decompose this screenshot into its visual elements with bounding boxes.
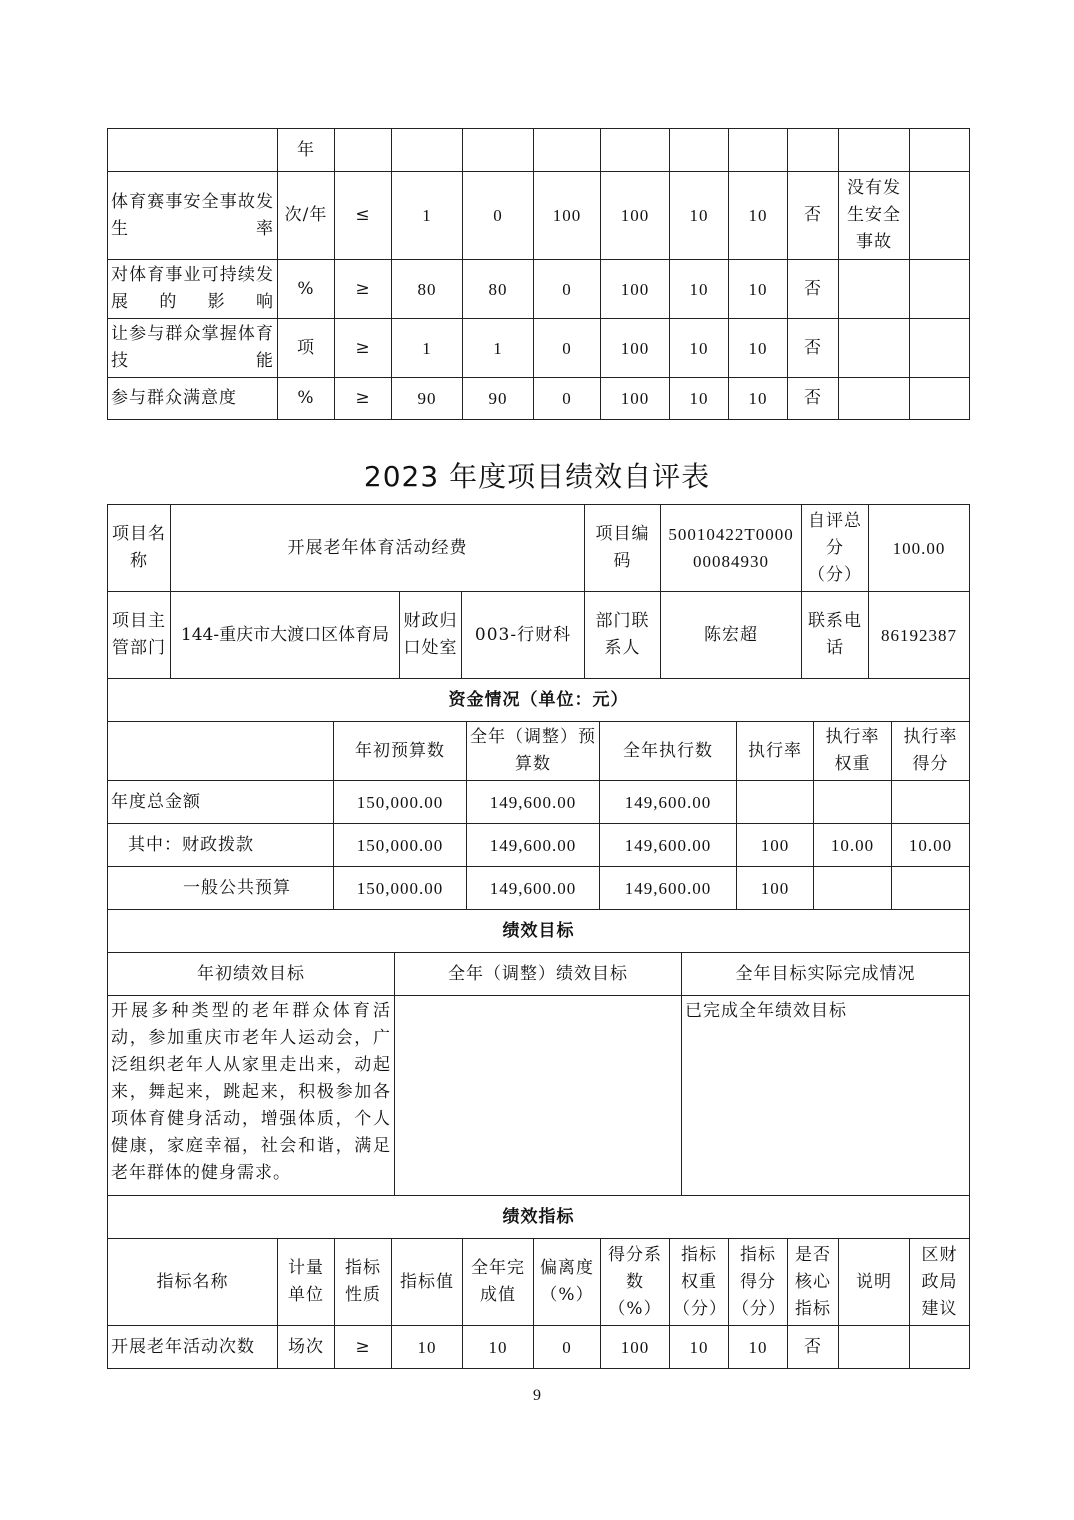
- column-header: 指标值: [392, 1239, 463, 1326]
- table-row: [108, 1326, 970, 1369]
- indicators-section-title: 绩效指标: [108, 1196, 970, 1239]
- initial-cell: 150,000.00: [334, 781, 467, 824]
- column-header: 全年目标实际完成情况: [682, 953, 970, 996]
- project-name-label: 项目名称: [108, 505, 171, 592]
- table-row: [108, 722, 970, 781]
- funds-table: [107, 678, 970, 910]
- note-cell: [839, 319, 910, 378]
- table-row: [108, 824, 970, 867]
- page-title: 2023 年度项目绩效自评表: [363, 460, 711, 493]
- indicator-name: 让参与群众掌握体育技能: [108, 319, 278, 378]
- initial-goal: 开展多种类型的老年群众体育活动，参加重庆市老年人运动会，广泛组织老年人从家里走出来，动起来，舞起来，跳起来，积极参加各项体育健身活动，增强体质，个人健康，家庭幸福，社会和谐，满足老年群体的健身需求。: [108, 996, 395, 1196]
- rate-cell: 100: [737, 867, 814, 910]
- nature-cell: ≥: [335, 378, 392, 420]
- target-cell: 90: [392, 378, 463, 420]
- score-cell: 10: [729, 319, 788, 378]
- actual-cell: 1: [463, 319, 534, 378]
- coef-cell: 100: [601, 319, 670, 378]
- indicator-name: 对体育事业可持续发展的影响: [108, 260, 278, 319]
- target-cell: 1: [392, 172, 463, 260]
- indicators-table: [107, 1195, 970, 1369]
- column-header: 偏离度（%）: [534, 1239, 601, 1326]
- executed-cell: 149,600.00: [600, 867, 737, 910]
- note-cell: [839, 378, 910, 420]
- table-row: [108, 781, 970, 824]
- core-cell: 否: [788, 260, 839, 319]
- target-cell: 80: [392, 260, 463, 319]
- unit-cell: 项: [278, 319, 335, 378]
- coef-cell: 100: [601, 172, 670, 260]
- column-header: 区财政局建议: [910, 1239, 970, 1326]
- weight-cell: 10: [670, 378, 729, 420]
- core-cell: 否: [788, 172, 839, 260]
- goals-table: [107, 909, 970, 1196]
- nature-cell: ≥: [335, 1326, 392, 1369]
- adjusted-cell: 149,600.00: [467, 781, 600, 824]
- column-header: 年初预算数: [334, 722, 467, 781]
- suggest-cell: [910, 1326, 970, 1369]
- column-header: 执行率权重: [814, 722, 892, 781]
- suggest-cell: [910, 260, 970, 319]
- indicator-name: 开展老年活动次数: [108, 1326, 278, 1369]
- table-row: [108, 867, 970, 910]
- nature-cell: ≥: [335, 319, 392, 378]
- funds-section-title: 资金情况（单位：元）: [108, 679, 970, 722]
- column-header: 说明: [839, 1239, 910, 1326]
- deviation-cell: 0: [534, 319, 601, 378]
- actual-completion: 已完成全年绩效目标: [682, 996, 970, 1196]
- weight-cell: 10: [670, 172, 729, 260]
- indicator-name: 参与群众满意度: [108, 378, 278, 420]
- executed-cell: 149,600.00: [600, 781, 737, 824]
- deviation-cell: 100: [534, 172, 601, 260]
- weight-cell: 10: [670, 260, 729, 319]
- column-header: 执行率得分: [892, 722, 970, 781]
- score-cell: 10: [729, 1326, 788, 1369]
- project-code-label: 项目编码: [585, 505, 661, 592]
- adjusted-cell: 149,600.00: [467, 867, 600, 910]
- goals-section-title: 绩效目标: [108, 910, 970, 953]
- deviation-cell: 0: [534, 378, 601, 420]
- dept-value: 144-重庆市大渡口区体育局: [171, 592, 400, 679]
- unit-cell: 次/年: [278, 172, 335, 260]
- dept-label: 项目主管部门: [108, 592, 171, 679]
- rate-cell: [737, 781, 814, 824]
- score-cell: [892, 781, 970, 824]
- actual-cell: 10: [463, 1326, 534, 1369]
- note-cell: [839, 260, 910, 319]
- table-row: [108, 1196, 970, 1239]
- actual-cell: 0: [463, 172, 534, 260]
- page-number: 9: [533, 1387, 541, 1404]
- phone-value: 86192387: [869, 592, 970, 679]
- coef-cell: 100: [601, 378, 670, 420]
- weight-cell: 10: [670, 319, 729, 378]
- contact-value: 陈宏超: [661, 592, 802, 679]
- column-header: 是否核心指标: [788, 1239, 839, 1326]
- finance-value: 003-行财科: [462, 592, 585, 679]
- table-row: [108, 260, 970, 319]
- deviation-cell: 0: [534, 1326, 601, 1369]
- suggest-cell: [910, 378, 970, 420]
- weight-cell: [814, 867, 892, 910]
- column-header: 年初绩效目标: [108, 953, 395, 996]
- contact-label: 部门联系人: [585, 592, 661, 679]
- score-cell: 10: [729, 260, 788, 319]
- table-row: [108, 679, 970, 722]
- column-header: 执行率: [737, 722, 814, 781]
- unit-cell: %: [278, 378, 335, 420]
- column-header: 指标性质: [335, 1239, 392, 1326]
- suggest-cell: [910, 319, 970, 378]
- suggest-cell: [910, 172, 970, 260]
- project-code: 50010422T000000084930: [661, 505, 802, 592]
- project-info-table: [107, 504, 970, 679]
- self-score: 100.00: [869, 505, 970, 592]
- column-header: 指标得分（分）: [729, 1239, 788, 1326]
- nature-cell: ≤: [335, 172, 392, 260]
- table-row: [108, 319, 970, 378]
- column-header: 全年（调整）绩效目标: [395, 953, 682, 996]
- column-header: 全年执行数: [600, 722, 737, 781]
- table-row: [108, 505, 970, 592]
- column-header: 全年（调整）预算数: [467, 722, 600, 781]
- core-cell: 否: [788, 378, 839, 420]
- unit-cell: 场次: [278, 1326, 335, 1369]
- coef-cell: 100: [601, 260, 670, 319]
- row-label: 年度总金额: [108, 781, 334, 824]
- column-header: 指标权重（分）: [670, 1239, 729, 1326]
- weight-cell: 10.00: [814, 824, 892, 867]
- unit-cell: %: [278, 260, 335, 319]
- table-row: [108, 378, 970, 420]
- coef-cell: 100: [601, 1326, 670, 1369]
- table-row: [108, 592, 970, 679]
- unit-cell: 年: [278, 129, 335, 172]
- column-header: 指标名称: [108, 1239, 278, 1326]
- rate-cell: 100: [737, 824, 814, 867]
- nature-cell: ≥: [335, 260, 392, 319]
- executed-cell: 149,600.00: [600, 824, 737, 867]
- note-cell: [839, 1326, 910, 1369]
- self-score-label: 自评总分（分）: [802, 505, 869, 592]
- score-cell: 10: [729, 172, 788, 260]
- table-row: [108, 172, 970, 260]
- weight-cell: [814, 781, 892, 824]
- note-cell: 没有发生安全事故: [839, 172, 910, 260]
- table-row: [108, 1239, 970, 1326]
- table-row: [108, 129, 970, 172]
- actual-cell: 90: [463, 378, 534, 420]
- target-cell: 10: [392, 1326, 463, 1369]
- row-label: 其中：财政拨款: [108, 824, 334, 867]
- score-cell: 10.00: [892, 824, 970, 867]
- score-cell: [892, 867, 970, 910]
- row-label: 一般公共预算: [108, 867, 334, 910]
- deviation-cell: 0: [534, 260, 601, 319]
- indicator-table-continued: [107, 128, 970, 420]
- column-header: 全年完成值: [463, 1239, 534, 1326]
- column-header: 计量单位: [278, 1239, 335, 1326]
- initial-cell: 150,000.00: [334, 824, 467, 867]
- phone-label: 联系电话: [802, 592, 869, 679]
- table-row: [108, 953, 970, 996]
- adjusted-goal: [395, 996, 682, 1196]
- target-cell: 1: [392, 319, 463, 378]
- finance-label: 财政归口处室: [400, 592, 462, 679]
- column-header: 得分系数（%）: [601, 1239, 670, 1326]
- initial-cell: 150,000.00: [334, 867, 467, 910]
- weight-cell: 10: [670, 1326, 729, 1369]
- table-row: [108, 996, 970, 1196]
- table-row: [108, 910, 970, 953]
- project-name: 开展老年体育活动经费: [171, 505, 585, 592]
- score-cell: 10: [729, 378, 788, 420]
- core-cell: 否: [788, 319, 839, 378]
- indicator-name: 体育赛事安全事故发生率: [108, 172, 278, 260]
- core-cell: 否: [788, 1326, 839, 1369]
- actual-cell: 80: [463, 260, 534, 319]
- adjusted-cell: 149,600.00: [467, 824, 600, 867]
